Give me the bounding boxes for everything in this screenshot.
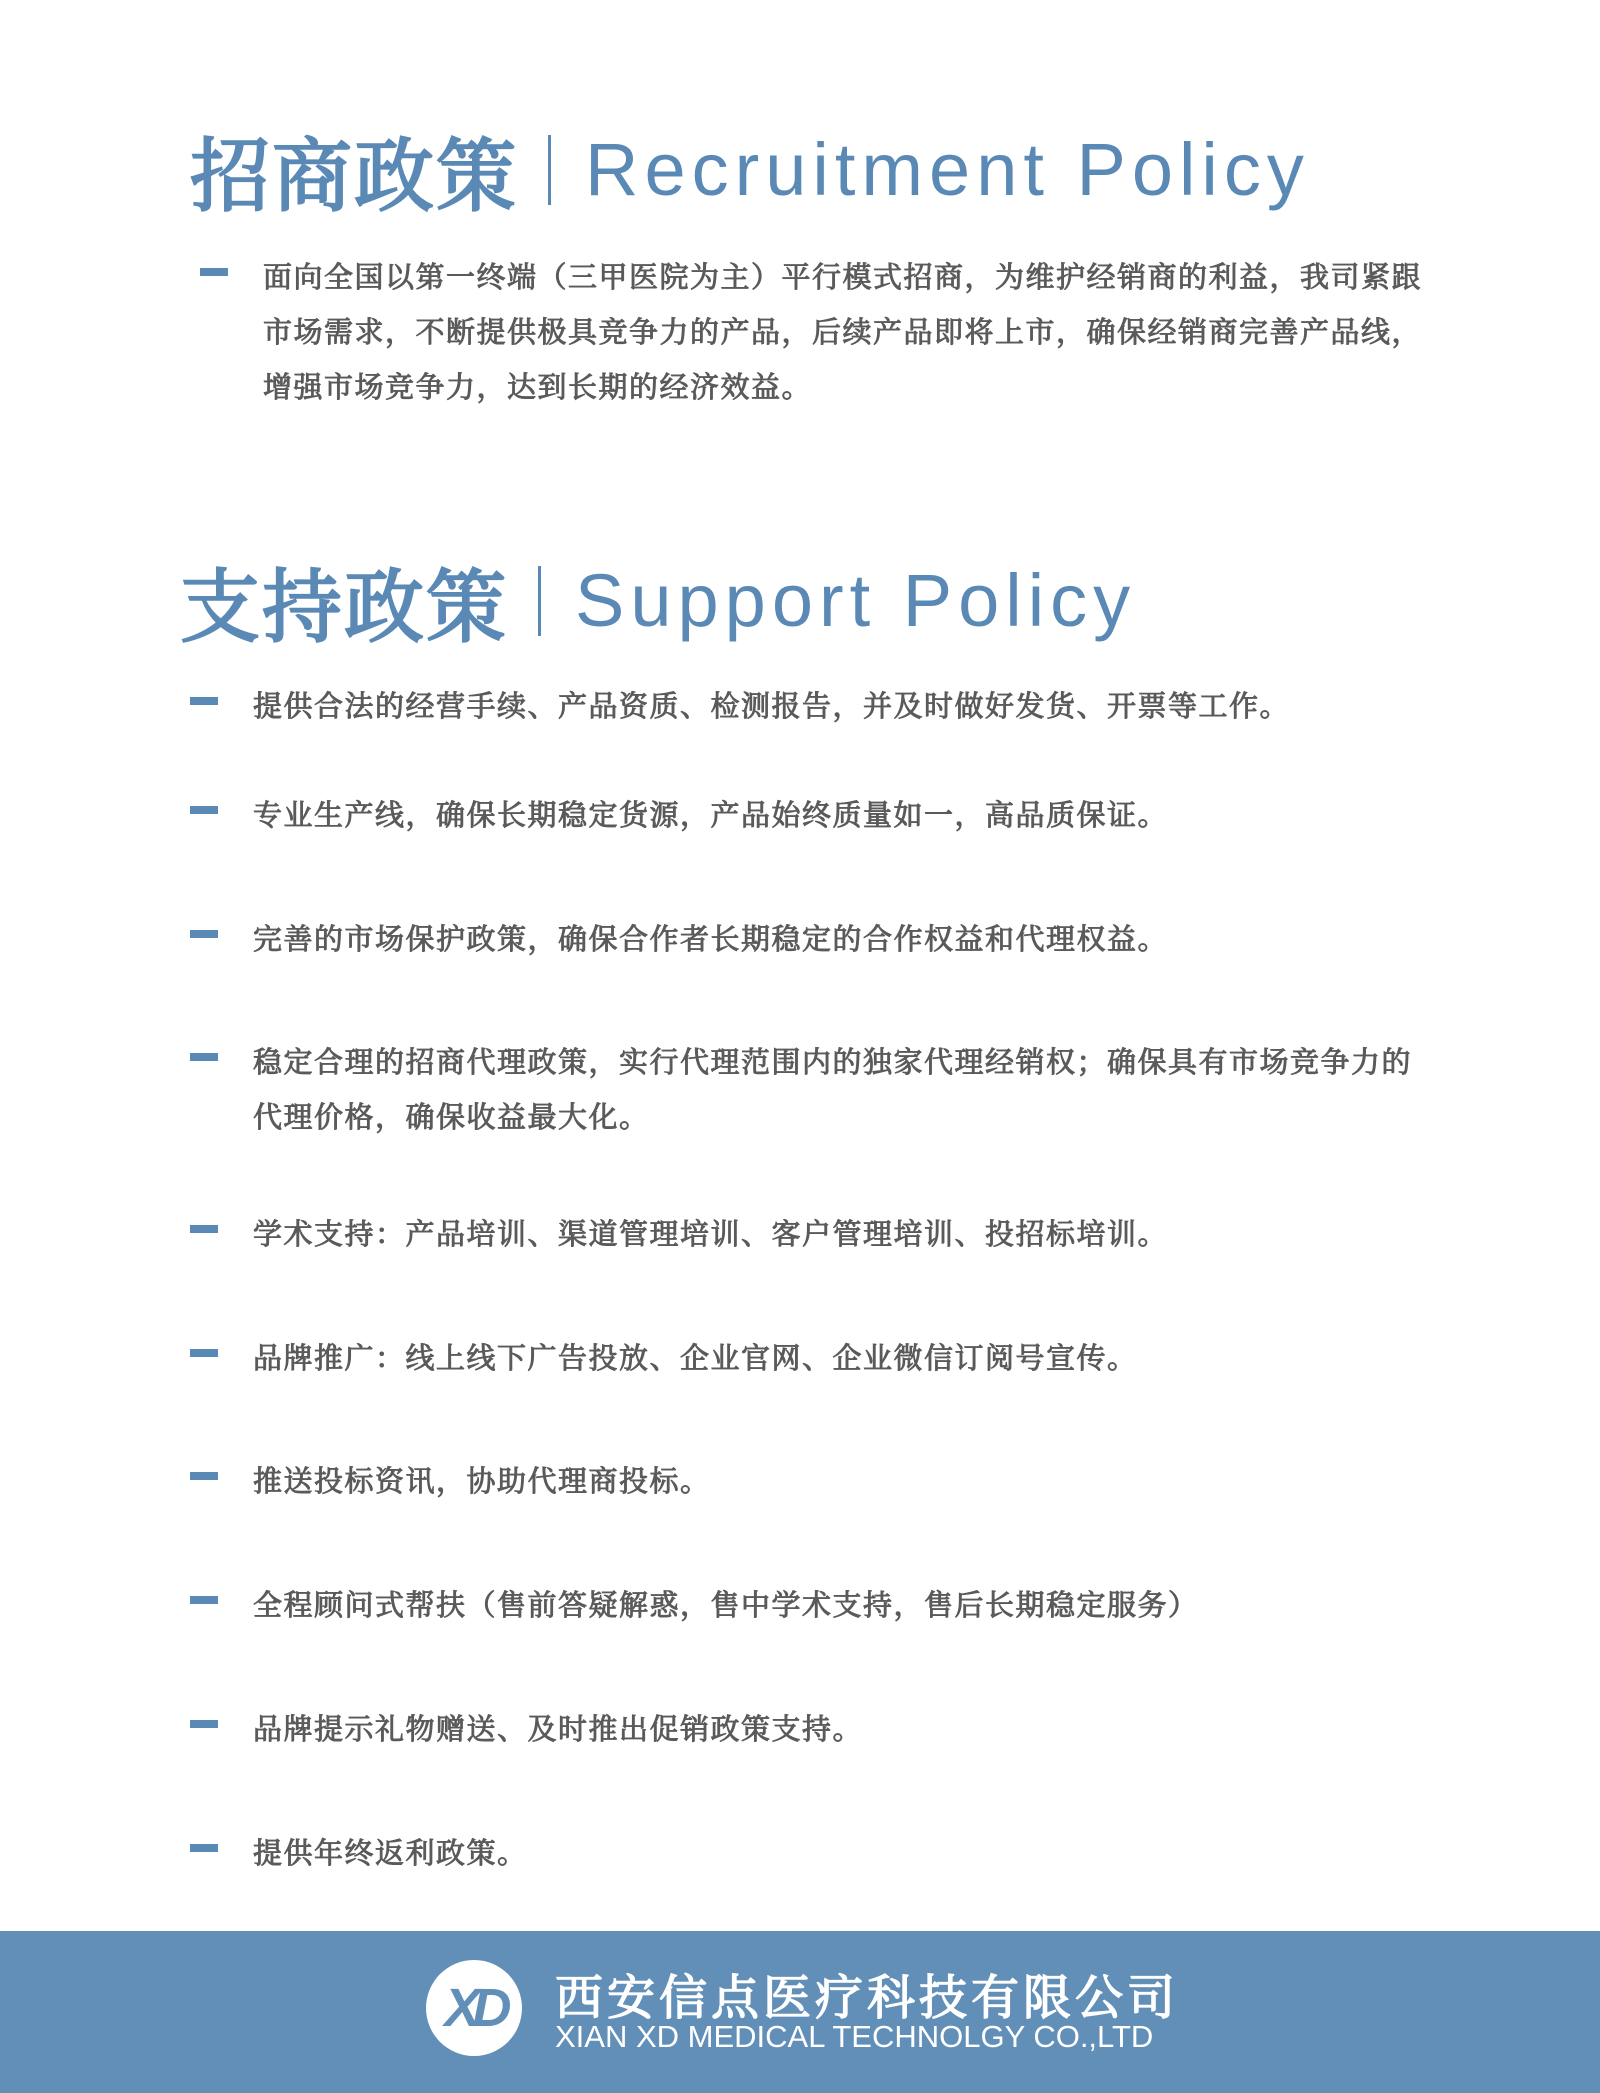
company-logo-icon [426,1960,522,2056]
support-item-text: 稳定合理的招商代理政策，实行代理范围内的独家代理经销权；确保具有市场竞争力的代理价格，确保收益最大化。 [253,1045,1413,1134]
dash-bullet-icon [190,806,218,814]
support-item-text: 品牌提示礼物赠送、及时推出促销政策支持。 [253,1712,864,1746]
support-item [190,1826,1470,1881]
support-title-zh: 支持政策 [180,561,508,654]
company-name-zh: 西安信点医疗科技有限公司 [555,1970,1180,2026]
support-item-text: 提供合法的经营手续、产品资质、检测报告，并及时做好发货、开票等工作。 [253,689,1291,723]
support-title-en: Support Policy [575,559,1137,642]
support-item-text: 提供年终返利政策。 [253,1836,528,1870]
recruitment-title-en: Recruitment Policy [585,128,1310,211]
recruitment-heading [190,112,1310,227]
support-item-text: 品牌推广：线上线下广告投放、企业官网、企业微信订阅号宣传。 [253,1341,1138,1375]
dash-bullet-icon [190,1596,218,1604]
dash-bullet-icon [200,268,228,276]
title-divider [548,135,551,205]
logo-text: XD [444,1978,504,2038]
dash-bullet-icon [190,1349,218,1357]
dash-bullet-icon [190,1720,218,1728]
support-heading [180,543,1136,658]
support-item [190,1331,1470,1386]
title-divider [538,566,541,636]
support-item-text: 专业生产线，确保长期稳定货源，产品始终质量如一，高品质保证。 [253,798,1169,832]
support-item [190,788,1470,843]
support-item-text: 推送投标资讯，协助代理商投标。 [253,1464,711,1498]
support-item-text: 全程顾问式帮扶（售前答疑解惑，售中学术支持，售后长期稳定服务） [253,1588,1199,1622]
dash-bullet-icon [190,1844,218,1852]
support-item [190,1035,1440,1145]
recruitment-text: 面向全国以第一终端（三甲医院为主）平行模式招商，为维护经销商的利益，我司紧跟市场需求，不断提供极具竞争力的产品，后续产品即将上市，确保经销商完善产品线，增强市场竞争力，达到长期的经济效益。 [263,260,1423,404]
support-item [190,1578,1470,1633]
recruitment-paragraph [200,250,1430,415]
dash-bullet-icon [190,1472,218,1480]
support-item-text: 学术支持：产品培训、渠道管理培训、客户管理培训、投招标培训。 [253,1217,1169,1251]
footer-banner [0,1931,1600,2093]
support-item [190,679,1470,734]
recruitment-title-zh: 招商政策 [190,130,518,223]
support-item-text: 完善的市场保护政策，确保合作者长期稳定的合作权益和代理权益。 [253,922,1169,956]
support-item [190,912,1470,967]
dash-bullet-icon [190,697,218,705]
support-item [190,1454,1470,1509]
company-name-en: XIAN XD MEDICAL TECHNOLGY CO.,LTD [555,2019,1154,2054]
dash-bullet-icon [190,1225,218,1233]
support-item [190,1702,1470,1757]
dash-bullet-icon [190,930,218,938]
dash-bullet-icon [190,1053,218,1061]
support-item [190,1207,1470,1262]
